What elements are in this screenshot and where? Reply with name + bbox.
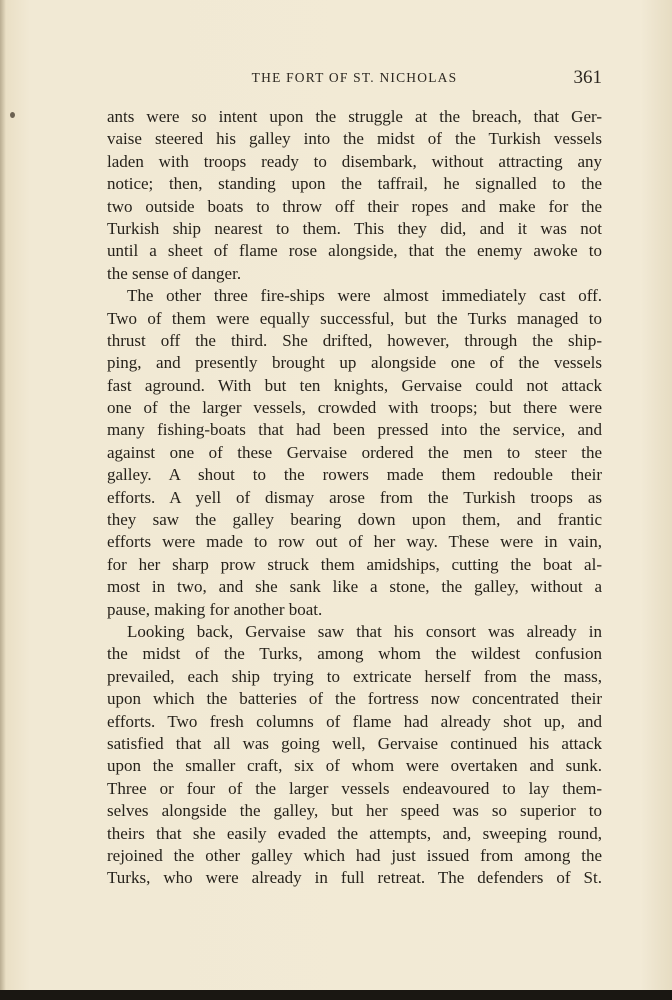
running-head — [107, 67, 602, 90]
page-bottom-edge — [0, 990, 672, 1000]
text-line: until a sheet of flame rose alongside, that the enemy awoke to — [107, 241, 602, 261]
text-line: efforts were made to row out of her way. These were in vain, — [107, 532, 602, 552]
text-line: they saw the galley bearing down upon them, and frantic — [107, 510, 602, 530]
text-line: the sense of danger. — [107, 263, 242, 283]
margin-mark — [10, 112, 15, 118]
text-line: efforts. Two fresh columns of flame had already shot up, and — [107, 711, 602, 731]
running-title: THE FORT OF ST. NICHOLAS — [251, 70, 458, 85]
text-line: thrust off the third. She drifted, however, through the ship- — [107, 330, 602, 350]
text-line: fast aground. With but ten knights, Gervaise could not attack — [107, 375, 602, 395]
paragraph-3 — [107, 621, 602, 890]
text-line: most in two, and she sank like a stone, the galley, without a — [107, 577, 602, 597]
text-line: vaise steered his galley into the midst of the Turkish vessels — [107, 129, 602, 149]
text-line: Looking back, Gervaise saw that his consort was already in — [127, 621, 602, 641]
text-line: one of the larger vessels, crowded with troops; but there were — [107, 398, 602, 418]
text-line: Turks, who were already in full retreat. The defenders of St. — [107, 868, 602, 888]
text-line: satisfied that all was going well, Gervaise continued his attack — [107, 733, 602, 753]
text-line: two outside boats to throw off their ropes and make for the — [107, 196, 602, 216]
text-line: The other three fire-ships were almost immediately cast off. — [127, 286, 602, 306]
text-line: rejoined the other galley which had just issued from among the — [107, 845, 602, 865]
text-line: prevailed, each ship trying to extricate herself from the mass, — [107, 666, 602, 686]
text-line: galley. A shout to the rowers made them redouble their — [107, 465, 602, 485]
text-line: many fishing-boats that had been pressed into the service, and — [107, 420, 602, 440]
text-line: for her sharp prow struck them amidships, cutting the boat al- — [107, 554, 602, 574]
text-line: pause, making for another boat. — [107, 599, 323, 619]
text-line: notice; then, standing upon the taffrail, he signalled to the — [107, 174, 602, 194]
text-line: Two of them were equally successful, but the Turks managed to — [107, 308, 602, 328]
text-line: selves alongside the galley, but her speed was so superior to — [107, 801, 602, 821]
text-line: laden with troops ready to disembark, without attracting any — [107, 151, 602, 171]
text-line: against one of these Gervaise ordered the men to steer the — [107, 442, 602, 462]
body-text — [107, 106, 602, 890]
text-line: the midst of the Turks, among whom the wildest confusion — [107, 644, 602, 664]
text-line: upon which the batteries of the fortress now concentrated their — [107, 689, 602, 709]
page-number: 361 — [573, 67, 602, 88]
text-line: ping, and presently brought up alongside one of the vessels — [107, 353, 602, 373]
text-line: theirs that she easily evaded the attempts, and, sweeping round, — [107, 823, 602, 843]
text-line: ants were so intent upon the struggle at the breach, that Ger- — [107, 107, 602, 126]
text-line: efforts. A yell of dismay arose from the Turkish troops as — [107, 487, 602, 507]
text-line: Three or four of the larger vessels endeavoured to lay them- — [107, 778, 602, 798]
paragraph-1 — [107, 106, 602, 285]
text-line: upon the smaller craft, six of whom were overtaken and sunk. — [107, 756, 602, 776]
paragraph-2 — [107, 285, 602, 621]
text-line: Turkish ship nearest to them. This they did, and it was not — [107, 218, 602, 238]
gutter-shadow — [0, 0, 6, 1000]
